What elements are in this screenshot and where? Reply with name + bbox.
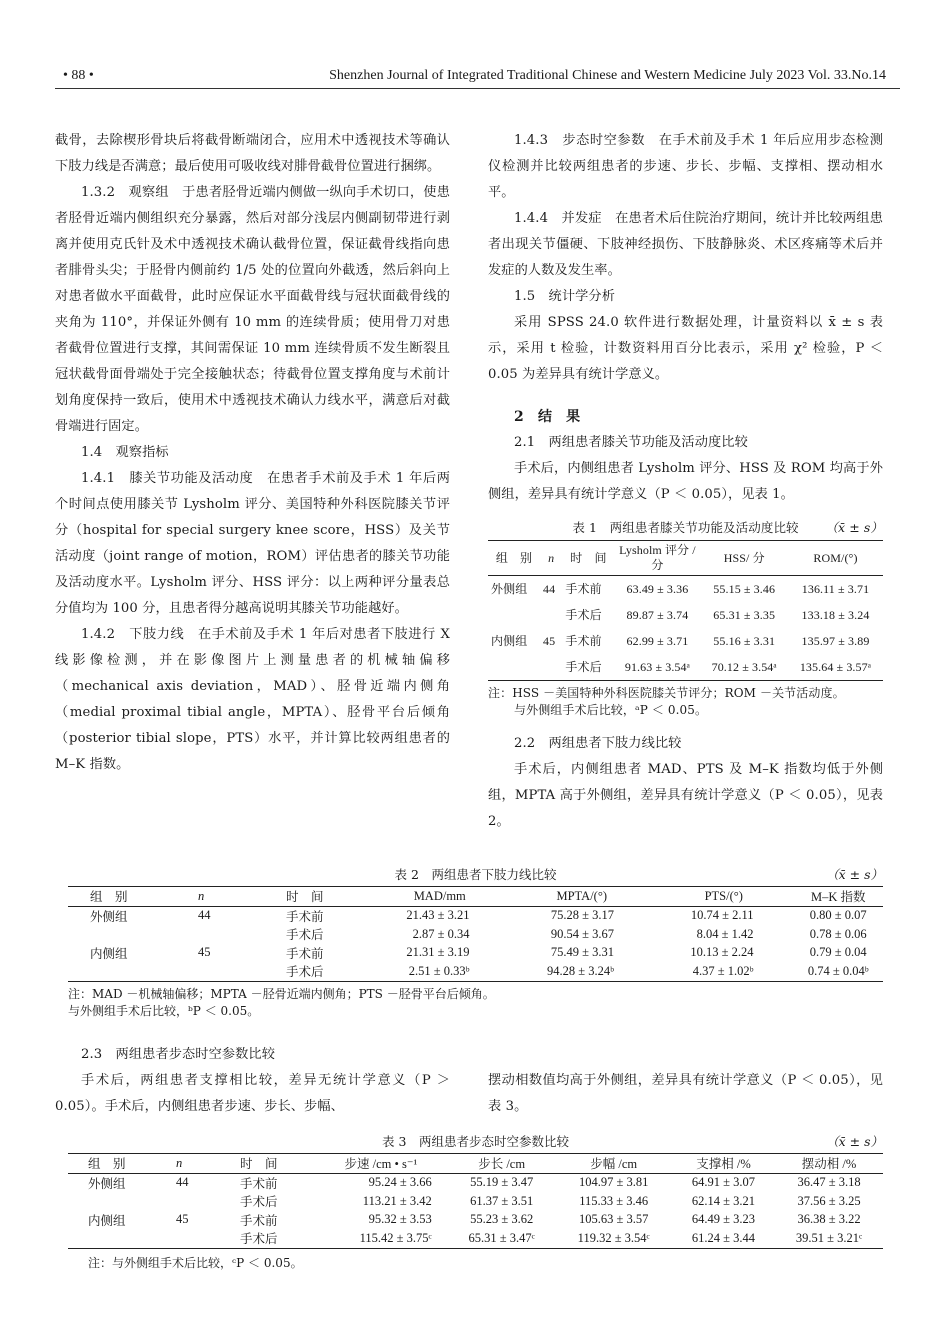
- section-heading: 2 结 果: [514, 409, 581, 425]
- table-cell: [172, 1192, 236, 1211]
- table-cell: [488, 602, 540, 628]
- section-heading: 2.2 两组患者下肢力线比较: [514, 736, 682, 751]
- table-cell: 95.32 ± 3.53: [368, 1212, 432, 1227]
- paragraph: 手术后，内侧组患者 MAD、PTS 及 M–K 指数均低于外侧组，MPTA 高于外侧组，差异具有统计学意义（P ＜ 0.05），见表 2。: [488, 762, 883, 829]
- section-heading: 1.5 统计学分析: [514, 289, 615, 304]
- table-cell: 135.64 ± 3.57ᵃ: [799, 660, 872, 674]
- table-cell: 65.31 ± 3.35: [713, 608, 776, 622]
- table-cell: 手术后: [240, 1232, 278, 1247]
- table-header: 时 间: [240, 1157, 278, 1172]
- table-cell: 2.87 ± 0.34: [412, 926, 470, 941]
- table3-note: 注：与外侧组手术后比较，ᶜP ＜ 0.05。: [88, 1255, 303, 1270]
- table-cell: 外侧组: [88, 1176, 126, 1191]
- table-cell: 44: [198, 908, 211, 923]
- table-cell: 104.97 ± 3.81: [579, 1175, 649, 1190]
- table-cell: 10.13 ± 2.24: [690, 945, 754, 960]
- table-cell: [172, 1229, 236, 1248]
- table-row: [488, 654, 883, 681]
- table-cell: 0.79 ± 0.04: [809, 945, 867, 960]
- table-header: 步速 /cm • s⁻¹: [344, 1157, 418, 1172]
- paragraph: 1.4.1 膝关节功能及活动度 在患者手术前及手术 1 年后两个时间点使用膝关节 Lysholm 评分、美国特种外科医院膝关节评分（hospital for special surgery knee score，HSS）及关节活动度（joint range of motion，ROM）评估患者的膝关节功能及活动度水平。Lysholm 评分、HSS 评分：以上两种评分量表总分值均为 100 分，且患者得分越高说明其膝关节功能越好。: [55, 471, 450, 616]
- table-cell: 90.54 ± 3.67: [550, 926, 614, 941]
- table1-caption: 表 1 两组患者膝关节功能及活动度比较: [572, 520, 799, 535]
- table3-caption-row: [68, 1131, 883, 1153]
- paragraph: 采用 SPSS 24.0 软件进行数据处理，计量资料以 x̄ ± s 表示，采用 t 检验，计数资料用百分比表示，采用 χ² 检验，P ＜ 0.05 为差异具有统计学意义。: [488, 315, 883, 382]
- table-cell: 135.97 ± 3.89: [801, 634, 870, 648]
- table-cell: 115.42 ± 3.75ᶜ: [359, 1230, 432, 1245]
- table-header: M–K 指数: [810, 890, 866, 905]
- table-cell: 手术后: [565, 660, 602, 674]
- table-cell: 95.24 ± 3.66: [368, 1175, 432, 1190]
- table-row: [68, 962, 883, 981]
- table-header: 时 间: [570, 551, 607, 565]
- table-cell: 61.37 ± 3.51: [470, 1193, 534, 1208]
- paragraph: 1.3.2 观察组 于患者胫骨近端内侧做一纵向手术切口，使患者胫骨近端内侧组织充分暴露，然后对部分浅层内侧副韧带进行剥离并使用克氏针及术中透视技术确认截骨位置，保证截骨线指向患者腓骨头尖；于胫骨内侧前约 1/5 处的位置向外截透，然后斜向上对患者做水平面截骨，此时应保证水平面截骨线与冠状面截骨线的夹角为 110°，并保证外侧有 10 mm 的连续骨质；使用骨刀对患者截骨位置进行支撑，其间需保证 10 mm 连续骨质不发生断裂且冠状截骨面骨端处于完全接触状态；待截骨位置支撑角度与术前计划角度保持一致后，使用术中透视技术确认力线水平，满意后对截骨端进行固定。: [55, 185, 450, 434]
- table-cell: 45: [176, 1212, 189, 1227]
- section-2-3-left: [55, 1068, 450, 1120]
- table2: [68, 886, 883, 982]
- table-cell: [68, 925, 194, 944]
- table-cell: [68, 1229, 172, 1248]
- table-cell: 91.63 ± 3.54ᵃ: [624, 660, 691, 674]
- table-cell: 21.43 ± 3.21: [406, 908, 470, 923]
- table-cell: 105.63 ± 3.57: [579, 1212, 649, 1227]
- table-cell: 113.21 ± 3.42: [362, 1193, 432, 1208]
- table2-note: 与外侧组手术后比较，ᵇP ＜ 0.05。: [68, 1003, 260, 1018]
- table3-caption: 表 3 两组患者步态时空参数比较: [382, 1134, 569, 1149]
- table-cell: 内侧组: [491, 634, 528, 648]
- table-header: 摆动相 /%: [801, 1157, 857, 1172]
- table-header: MAD/mm: [413, 888, 466, 903]
- table-cell: 89.87 ± 3.74: [626, 608, 689, 622]
- table-header: PTS/(°): [704, 888, 743, 903]
- table-header: 时 间: [286, 890, 324, 905]
- journal-title: Shenzhen Journal of Integrated Traditional Chinese and Western Medicine July 2023 Vol. 33.No.14: [329, 68, 886, 83]
- table-cell: 4.37 ± 1.02ᵇ: [692, 963, 754, 978]
- table-cell: 手术前: [286, 909, 324, 924]
- table-cell: 64.49 ± 3.23: [691, 1212, 756, 1227]
- table-cell: 55.23 ± 3.62: [470, 1212, 534, 1227]
- table-cell: 手术后: [565, 608, 602, 622]
- table-row: [68, 906, 883, 925]
- table-cell: [540, 602, 562, 628]
- table-cell: 外侧组: [491, 582, 528, 596]
- table-cell: 手术后: [286, 928, 324, 943]
- table-header: ROM/(°): [813, 551, 858, 565]
- table-header: HSS/ 分: [723, 551, 765, 565]
- paragraph: 摆动相数值均高于外侧组，差异具有统计学意义（P ＜ 0.05），见表 3。: [488, 1073, 883, 1114]
- table-header: n: [176, 1155, 183, 1170]
- table-cell: 44: [543, 582, 556, 596]
- table-header: n: [198, 888, 205, 903]
- table-cell: 2.51 ± 0.33ᵇ: [408, 963, 470, 978]
- section-heading: 1.4 观察指标: [81, 445, 169, 460]
- table-cell: 21.31 ± 3.19: [406, 945, 470, 960]
- page-number: • 88 •: [63, 68, 94, 83]
- table-header: Lysholm 评分 / 分: [619, 543, 696, 572]
- table-cell: 36.38 ± 3.22: [797, 1212, 861, 1227]
- table-cell: [488, 654, 540, 681]
- section-heading: 2.1 两组患者膝关节功能及活动度比较: [514, 435, 748, 450]
- paragraph: 截骨，去除楔形骨块后将截骨断端闭合，应用术中透视技术等确认下肢力线是否满意；最后使用可吸收线对腓骨截骨位置进行捆绑。: [55, 133, 450, 174]
- table-row: [68, 1211, 883, 1230]
- table-header-row: [68, 887, 883, 907]
- table-cell: 39.51 ± 3.21ᶜ: [795, 1230, 863, 1245]
- table-cell: [68, 1192, 172, 1211]
- table-cell: [194, 962, 282, 981]
- table-header: 组 别: [88, 1157, 126, 1172]
- table1-unit: （x̄ ± s）: [825, 520, 883, 535]
- table-cell: 内侧组: [88, 1213, 126, 1228]
- table-row: [68, 1229, 883, 1248]
- table-cell: 内侧组: [90, 946, 128, 961]
- table-row: [488, 576, 883, 603]
- table-row: [68, 925, 883, 944]
- table-cell: 手术前: [240, 1213, 278, 1228]
- table-header: 组 别: [495, 551, 533, 565]
- table-row: [68, 1173, 883, 1192]
- table-cell: 94.28 ± 3.24ᵇ: [547, 963, 614, 978]
- table-cell: 8.04 ± 1.42: [696, 926, 754, 941]
- table-cell: [540, 654, 562, 681]
- paragraph: 1.4.4 并发症 在患者术后住院治疗期间，统计并比较两组患者出现关节僵硬、下肢神经损伤、下肢静脉炎、术区疼痛等术后并发症的人数及发生率。: [488, 211, 883, 278]
- table-row: [488, 628, 883, 654]
- table1-note: 注：HSS －美国特种外科医院膝关节评分；ROM －关节活动度。: [488, 686, 845, 700]
- table1: [488, 540, 883, 681]
- section-2-3-right: [488, 1068, 883, 1120]
- table-cell: 55.19 ± 3.47: [470, 1175, 534, 1190]
- table-cell: 0.80 ± 0.07: [809, 908, 867, 923]
- table-cell: 63.49 ± 3.36: [626, 582, 689, 596]
- table-header: 组 别: [90, 890, 128, 905]
- table-cell: 136.11 ± 3.71: [801, 582, 870, 596]
- table-cell: 55.16 ± 3.31: [713, 634, 776, 648]
- paragraph: 手术后，两组患者支撑相比较，差异无统计学意义（P ＞ 0.05）。手术后，内侧组患者步速、步长、步幅、: [55, 1073, 450, 1114]
- table-cell: 手术前: [565, 582, 602, 596]
- table-cell: 62.14 ± 3.21: [691, 1193, 756, 1208]
- table-header: 步长 /cm: [478, 1157, 526, 1172]
- table-header: 步幅 /cm: [590, 1157, 638, 1172]
- table-cell: 45: [198, 945, 211, 960]
- table-header-row: [488, 541, 883, 576]
- page-header: [55, 66, 900, 89]
- table-header: 支撑相 /%: [696, 1157, 751, 1172]
- table-row: [68, 1192, 883, 1211]
- table-cell: 外侧组: [90, 909, 128, 924]
- table3: [68, 1153, 883, 1249]
- table-cell: 手术前: [240, 1176, 278, 1191]
- table-cell: 55.15 ± 3.46: [713, 582, 776, 596]
- left-column: [55, 128, 450, 778]
- table2-note: 注：MAD －机械轴偏移；MPTA －胫骨近端内侧角；PTS －胫骨平台后倾角。: [68, 986, 495, 1001]
- table-cell: 手术后: [240, 1195, 278, 1210]
- table-cell: 119.32 ± 3.54ᶜ: [577, 1230, 650, 1245]
- table3-block: [68, 1131, 883, 1272]
- section-2-3-heading-block: [55, 1042, 895, 1068]
- table2-block: [68, 864, 883, 1020]
- table-cell: 75.28 ± 3.17: [550, 908, 614, 923]
- table-cell: 0.78 ± 0.06: [809, 926, 867, 941]
- table-cell: 133.18 ± 3.24: [801, 608, 870, 622]
- table-header: n: [548, 551, 555, 565]
- table-cell: 115.33 ± 3.46: [579, 1193, 649, 1208]
- table3-unit: （x̄ ± s）: [826, 1134, 883, 1149]
- section-heading: 2.3 两组患者步态时空参数比较: [81, 1047, 276, 1062]
- table-cell: 62.99 ± 3.71: [626, 634, 689, 648]
- table2-caption: 表 2 两组患者下肢力线比较: [394, 867, 557, 882]
- table-row: [68, 944, 883, 963]
- table-cell: 70.12 ± 3.54ᵃ: [711, 660, 777, 674]
- paragraph: 1.4.3 步态时空参数 在手术前及手术 1 年后应用步态检测仪检测并比较两组患者的步速、步长、步幅、支撑相、摆动相水平。: [488, 133, 883, 200]
- paragraph: 手术后，内侧组患者 Lysholm 评分、HSS 及 ROM 均高于外侧组，差异具有统计学意义（P ＜ 0.05），见表 1。: [488, 461, 883, 502]
- table-cell: 45: [543, 634, 556, 648]
- table-cell: 64.91 ± 3.07: [691, 1175, 756, 1190]
- table-cell: 37.56 ± 3.25: [797, 1193, 861, 1208]
- table-header-row: [68, 1154, 883, 1174]
- table2-unit: （x̄ ± s）: [826, 867, 883, 882]
- table1-caption-row: [488, 516, 883, 540]
- table2-caption-row: [68, 864, 883, 886]
- right-column: [488, 128, 883, 835]
- table-cell: 0.74 ± 0.04ᵇ: [807, 963, 869, 978]
- table-cell: 10.74 ± 2.11: [690, 908, 754, 923]
- table-row: [488, 602, 883, 628]
- table-header: MPTA/(°): [556, 888, 607, 903]
- paragraph: 1.4.2 下肢力线 在手术前及手术 1 年后对患者下肢进行 X 线影像检测，并在影像图片上测量患者的机械轴偏移（mechanical axis deviation，MAD）、胫骨近端内侧角（medial proximal tibial angle，MPTA）、胫骨平台后倾角（posterior tibial slope，PTS）水平，并计算比较两组患者的 M–K 指数。: [55, 627, 450, 772]
- table-cell: 44: [176, 1175, 189, 1190]
- table-cell: 手术后: [286, 965, 324, 980]
- table-cell: 36.47 ± 3.18: [797, 1175, 861, 1190]
- table-cell: [194, 925, 282, 944]
- table-cell: 61.24 ± 3.44: [691, 1230, 756, 1245]
- table-cell: 手术前: [286, 946, 324, 961]
- table-cell: 65.31 ± 3.47ᶜ: [468, 1230, 535, 1245]
- table-cell: [68, 962, 194, 981]
- table1-note: 与外侧组手术后比较，ᵃP ＜ 0.05。: [514, 703, 708, 717]
- table-cell: 75.49 ± 3.31: [550, 945, 614, 960]
- table-cell: 手术前: [565, 634, 602, 648]
